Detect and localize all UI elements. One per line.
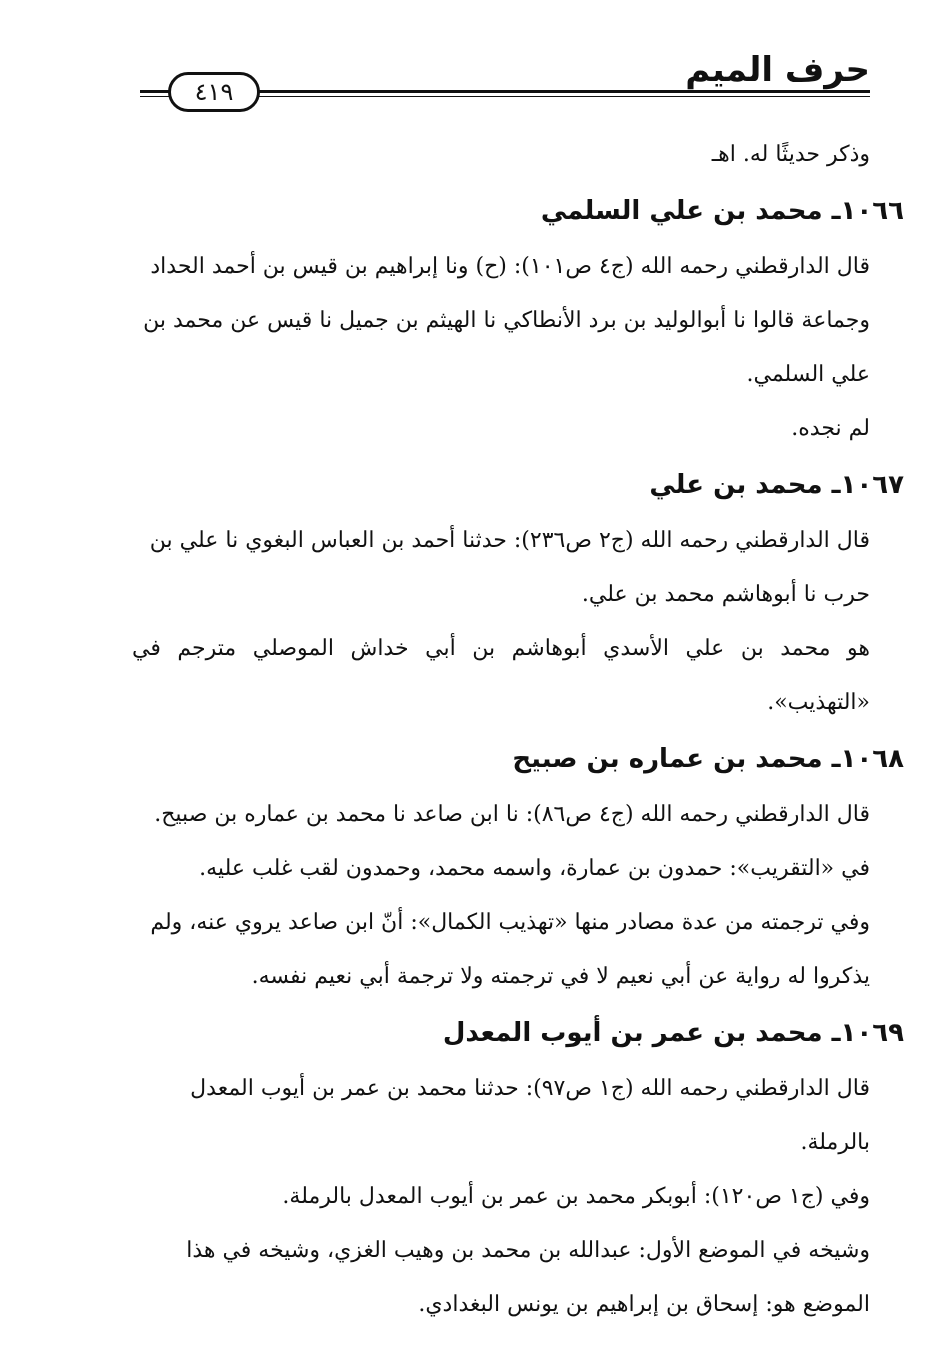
text-line: قال الدارقطني رحمه الله (ج٢ ص٢٣٦): حدثنا أحمد بن العباس البغوي نا علي بن [149,528,870,553]
text-line: قال الدارقطني رحمه الله (ج١ ص٩٧): حدثنا محمد بن عمر بن أيوب المعدل [190,1076,870,1101]
text-line: الموضع هو: إسحاق بن إبراهيم بن يونس البغدادي. [418,1292,870,1317]
text-line: قال الدارقطني رحمه الله (ج٤ ص٨٦): نا ابن صاعد نا محمد بن عماره بن صبيح. [154,802,870,827]
running-title: حرف الميم [675,50,870,90]
text-line: في «التقريب»: حمدون بن عمارة، واسمه محمد، وحمدون لقب غلب عليه. [199,856,870,881]
text-line: هو محمد بن علي الأسدي أبوهاشم بن أبي خداش الموصلي مترجم في «التهذيب». [132,636,870,715]
entry-heading-1067: ١٠٦٧ـ محمد بن علي [649,470,904,500]
text-line: لم نجده. [791,416,870,441]
text-line: وشيخه في الموضع الأول: عبدالله بن محمد بن وهيب الغزي، وشيخه في هذا [186,1238,870,1263]
text-line: وذكر حديثًا له. اهـ [711,142,870,167]
text-line: علي السلمي. [746,362,870,387]
page-number: ٤١٩ [168,72,260,112]
text-line: وفي (ج١ ص١٢٠): أبوبكر محمد بن عمر بن أيوب المعدل بالرملة. [282,1184,870,1209]
entry-heading-1069: ١٠٦٩ـ محمد بن عمر بن أيوب المعدل [442,1018,904,1048]
text-line: حرب نا أبوهاشم محمد بن علي. [581,582,870,607]
text-line: يذكروا له رواية عن أبي نعيم لا في ترجمته ولا ترجمة أبي نعيم نفسه. [251,964,870,989]
entry-heading-1066: ١٠٦٦ـ محمد بن علي السلمي [540,196,904,226]
page-content [132,128,904,1332]
text-line: وفي ترجمته من عدة مصادر منها «تهذيب الكمال»: أنّ ابن صاعد يروي عنه، ولم [150,910,870,935]
text-line: قال الدارقطني رحمه الله (ج٤ ص١٠١): (ح) ونا إبراهيم بن قيس بن أحمد الحداد [150,254,870,279]
text-line: بالرملة. [800,1130,870,1155]
page-header [140,50,870,110]
text-line: وجماعة قالوا نا أبوالوليد بن برد الأنطاكي نا الهيثم بن جميل نا قيس عن محمد بن [143,308,870,333]
entry-heading-1068: ١٠٦٨ـ محمد بن عماره بن صبيح [512,744,904,774]
